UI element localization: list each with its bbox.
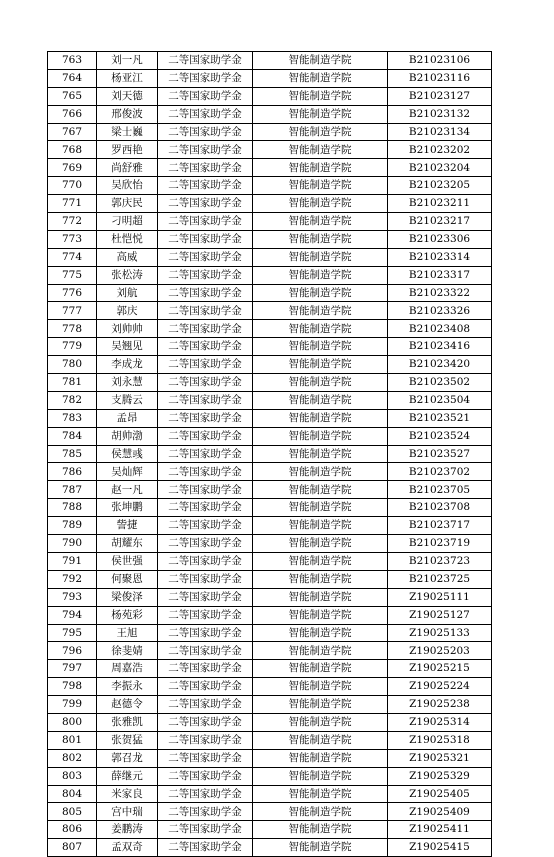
college-cell: 智能制造学院 <box>253 141 388 159</box>
award-type-cell: 二等国家助学金 <box>158 713 253 731</box>
award-type-cell: 二等国家助学金 <box>158 409 253 427</box>
student-id-cell: Z19025409 <box>388 803 492 821</box>
student-id-cell: B21023524 <box>388 427 492 445</box>
college-cell: 智能制造学院 <box>253 266 388 284</box>
row-number-cell: 773 <box>48 230 97 248</box>
award-type-cell: 二等国家助学金 <box>158 624 253 642</box>
student-name-cell: 吴翘见 <box>97 338 158 356</box>
table-row <box>48 141 492 159</box>
student-id-cell: B21023705 <box>388 481 492 499</box>
award-type-cell: 二等国家助学金 <box>158 821 253 839</box>
student-name-cell: 周嘉浩 <box>97 660 158 678</box>
row-number-cell: 781 <box>48 374 97 392</box>
row-number-cell: 780 <box>48 356 97 374</box>
award-type-cell: 二等国家助学金 <box>158 302 253 320</box>
college-cell: 智能制造学院 <box>253 230 388 248</box>
award-type-cell: 二等国家助学金 <box>158 445 253 463</box>
college-cell: 智能制造学院 <box>253 284 388 302</box>
college-cell: 智能制造学院 <box>253 302 388 320</box>
row-number-cell: 772 <box>48 213 97 231</box>
table-row <box>48 338 492 356</box>
student-name-cell: 刘帅帅 <box>97 320 158 338</box>
table-row <box>48 69 492 87</box>
student-name-cell: 郭庆民 <box>97 195 158 213</box>
student-id-cell: Z19025224 <box>388 678 492 696</box>
student-id-cell: B21023211 <box>388 195 492 213</box>
table-row <box>48 284 492 302</box>
student-id-cell: Z19025314 <box>388 713 492 731</box>
college-cell: 智能制造学院 <box>253 338 388 356</box>
table-row <box>48 606 492 624</box>
row-number-cell: 792 <box>48 570 97 588</box>
student-name-cell: 刘天德 <box>97 87 158 105</box>
student-name-cell: 侯慧彧 <box>97 445 158 463</box>
row-number-cell: 764 <box>48 69 97 87</box>
college-cell: 智能制造学院 <box>253 105 388 123</box>
college-cell: 智能制造学院 <box>253 606 388 624</box>
student-name-cell: 刁明超 <box>97 213 158 231</box>
student-name-cell: 赵德令 <box>97 696 158 714</box>
student-name-cell: 高威 <box>97 248 158 266</box>
college-cell: 智能制造学院 <box>253 463 388 481</box>
student-id-cell: B21023306 <box>388 230 492 248</box>
row-number-cell: 798 <box>48 678 97 696</box>
award-type-cell: 二等国家助学金 <box>158 177 253 195</box>
table-row <box>48 552 492 570</box>
row-number-cell: 793 <box>48 588 97 606</box>
row-number-cell: 791 <box>48 552 97 570</box>
student-id-cell: B21023106 <box>388 52 492 70</box>
student-name-cell: 张坤鹏 <box>97 499 158 517</box>
row-number-cell: 802 <box>48 749 97 767</box>
student-id-cell: B21023504 <box>388 391 492 409</box>
row-number-cell: 767 <box>48 123 97 141</box>
award-type-cell: 二等国家助学金 <box>158 839 253 857</box>
college-cell: 智能制造学院 <box>253 195 388 213</box>
row-number-cell: 804 <box>48 785 97 803</box>
row-number-cell: 797 <box>48 660 97 678</box>
table-row <box>48 642 492 660</box>
row-number-cell: 789 <box>48 517 97 535</box>
student-id-cell: B21023132 <box>388 105 492 123</box>
table-row <box>48 678 492 696</box>
college-cell: 智能制造学院 <box>253 374 388 392</box>
table-row <box>48 266 492 284</box>
student-name-cell: 刘永慧 <box>97 374 158 392</box>
college-cell: 智能制造学院 <box>253 552 388 570</box>
table-row <box>48 159 492 177</box>
college-cell: 智能制造学院 <box>253 391 388 409</box>
row-number-cell: 795 <box>48 624 97 642</box>
row-number-cell: 768 <box>48 141 97 159</box>
award-type-cell: 二等国家助学金 <box>158 696 253 714</box>
student-name-cell: 吴灿辉 <box>97 463 158 481</box>
award-type-cell: 二等国家助学金 <box>158 248 253 266</box>
student-id-cell: B21023416 <box>388 338 492 356</box>
award-type-cell: 二等国家助学金 <box>158 105 253 123</box>
row-number-cell: 763 <box>48 52 97 70</box>
row-number-cell: 766 <box>48 105 97 123</box>
student-name-cell: 徐斐婧 <box>97 642 158 660</box>
student-name-cell: 张松涛 <box>97 266 158 284</box>
row-number-cell: 786 <box>48 463 97 481</box>
award-type-cell: 二等国家助学金 <box>158 749 253 767</box>
row-number-cell: 788 <box>48 499 97 517</box>
student-id-cell: Z19025415 <box>388 839 492 857</box>
row-number-cell: 807 <box>48 839 97 857</box>
award-type-cell: 二等国家助学金 <box>158 642 253 660</box>
college-cell: 智能制造学院 <box>253 785 388 803</box>
table-row <box>48 445 492 463</box>
award-type-cell: 二等国家助学金 <box>158 606 253 624</box>
student-name-cell: 胡耀东 <box>97 535 158 553</box>
student-name-cell: 李振永 <box>97 678 158 696</box>
table-row <box>48 588 492 606</box>
college-cell: 智能制造学院 <box>253 248 388 266</box>
student-id-cell: Z19025111 <box>388 588 492 606</box>
row-number-cell: 803 <box>48 767 97 785</box>
table-row <box>48 535 492 553</box>
student-id-cell: Z19025215 <box>388 660 492 678</box>
student-name-cell: 杨苑彩 <box>97 606 158 624</box>
row-number-cell: 777 <box>48 302 97 320</box>
table-row <box>48 785 492 803</box>
student-name-cell: 郭召龙 <box>97 749 158 767</box>
student-name-cell: 王旭 <box>97 624 158 642</box>
college-cell: 智能制造学院 <box>253 660 388 678</box>
college-cell: 智能制造学院 <box>253 588 388 606</box>
college-cell: 智能制造学院 <box>253 159 388 177</box>
student-id-cell: B21023408 <box>388 320 492 338</box>
award-type-cell: 二等国家助学金 <box>158 678 253 696</box>
table-row <box>48 481 492 499</box>
award-type-cell: 二等国家助学金 <box>158 535 253 553</box>
table-row <box>48 177 492 195</box>
student-name-cell: 梁俊泽 <box>97 588 158 606</box>
college-cell: 智能制造学院 <box>253 123 388 141</box>
table-row <box>48 803 492 821</box>
student-name-cell: 何聚恩 <box>97 570 158 588</box>
table-row <box>48 213 492 231</box>
college-cell: 智能制造学院 <box>253 69 388 87</box>
student-id-cell: B21023204 <box>388 159 492 177</box>
student-name-cell: 孟昂 <box>97 409 158 427</box>
award-type-cell: 二等国家助学金 <box>158 499 253 517</box>
student-id-cell: B21023502 <box>388 374 492 392</box>
table-row <box>48 230 492 248</box>
college-cell: 智能制造学院 <box>253 821 388 839</box>
college-cell: 智能制造学院 <box>253 87 388 105</box>
student-id-cell: B21023420 <box>388 356 492 374</box>
student-id-cell: B21023521 <box>388 409 492 427</box>
student-name-cell: 李成龙 <box>97 356 158 374</box>
award-type-cell: 二等国家助学金 <box>158 803 253 821</box>
student-name-cell: 张雅凯 <box>97 713 158 731</box>
table-row <box>48 749 492 767</box>
award-type-cell: 二等国家助学金 <box>158 785 253 803</box>
college-cell: 智能制造学院 <box>253 177 388 195</box>
college-cell: 智能制造学院 <box>253 427 388 445</box>
award-type-cell: 二等国家助学金 <box>158 338 253 356</box>
table-row <box>48 391 492 409</box>
table-row <box>48 839 492 857</box>
row-number-cell: 794 <box>48 606 97 624</box>
table-row <box>48 302 492 320</box>
table-row <box>48 105 492 123</box>
college-cell: 智能制造学院 <box>253 409 388 427</box>
student-name-cell: 支腾云 <box>97 391 158 409</box>
college-cell: 智能制造学院 <box>253 517 388 535</box>
student-id-cell: Z19025203 <box>388 642 492 660</box>
student-id-cell: B21023719 <box>388 535 492 553</box>
student-id-cell: B21023322 <box>388 284 492 302</box>
row-number-cell: 779 <box>48 338 97 356</box>
student-id-cell: Z19025318 <box>388 731 492 749</box>
student-name-cell: 胡帅渤 <box>97 427 158 445</box>
award-type-cell: 二等国家助学金 <box>158 284 253 302</box>
student-id-cell: B21023317 <box>388 266 492 284</box>
table-row <box>48 660 492 678</box>
table-row <box>48 713 492 731</box>
college-cell: 智能制造学院 <box>253 570 388 588</box>
student-id-cell: Z19025238 <box>388 696 492 714</box>
student-id-cell: B21023134 <box>388 123 492 141</box>
row-number-cell: 806 <box>48 821 97 839</box>
row-number-cell: 782 <box>48 391 97 409</box>
college-cell: 智能制造学院 <box>253 696 388 714</box>
table-row <box>48 409 492 427</box>
college-cell: 智能制造学院 <box>253 767 388 785</box>
grant-recipients-table <box>47 51 492 857</box>
row-number-cell: 790 <box>48 535 97 553</box>
row-number-cell: 787 <box>48 481 97 499</box>
row-number-cell: 805 <box>48 803 97 821</box>
award-type-cell: 二等国家助学金 <box>158 463 253 481</box>
student-id-cell: B21023723 <box>388 552 492 570</box>
student-id-cell: B21023717 <box>388 517 492 535</box>
row-number-cell: 778 <box>48 320 97 338</box>
college-cell: 智能制造学院 <box>253 320 388 338</box>
row-number-cell: 796 <box>48 642 97 660</box>
table-row <box>48 248 492 266</box>
table-row <box>48 52 492 70</box>
college-cell: 智能制造学院 <box>253 642 388 660</box>
student-id-cell: Z19025405 <box>388 785 492 803</box>
award-type-cell: 二等国家助学金 <box>158 123 253 141</box>
student-name-cell: 刘一凡 <box>97 52 158 70</box>
student-name-cell: 刘航 <box>97 284 158 302</box>
student-name-cell: 张贺猛 <box>97 731 158 749</box>
award-type-cell: 二等国家助学金 <box>158 731 253 749</box>
college-cell: 智能制造学院 <box>253 52 388 70</box>
college-cell: 智能制造学院 <box>253 356 388 374</box>
award-type-cell: 二等国家助学金 <box>158 69 253 87</box>
row-number-cell: 801 <box>48 731 97 749</box>
student-name-cell: 邢俊波 <box>97 105 158 123</box>
student-id-cell: Z19025133 <box>388 624 492 642</box>
student-name-cell: 宫中瑞 <box>97 803 158 821</box>
student-name-cell: 郭庆 <box>97 302 158 320</box>
award-type-cell: 二等国家助学金 <box>158 52 253 70</box>
row-number-cell: 770 <box>48 177 97 195</box>
student-id-cell: B21023202 <box>388 141 492 159</box>
table-body <box>48 52 492 857</box>
award-type-cell: 二等国家助学金 <box>158 356 253 374</box>
table-row <box>48 195 492 213</box>
student-id-cell: B21023127 <box>388 87 492 105</box>
student-name-cell: 杜恺悦 <box>97 230 158 248</box>
table-row <box>48 356 492 374</box>
college-cell: 智能制造学院 <box>253 713 388 731</box>
student-id-cell: B21023708 <box>388 499 492 517</box>
student-id-cell: Z19025411 <box>388 821 492 839</box>
college-cell: 智能制造学院 <box>253 481 388 499</box>
award-type-cell: 二等国家助学金 <box>158 195 253 213</box>
table-row <box>48 517 492 535</box>
table-row <box>48 696 492 714</box>
row-number-cell: 785 <box>48 445 97 463</box>
award-type-cell: 二等国家助学金 <box>158 374 253 392</box>
award-type-cell: 二等国家助学金 <box>158 266 253 284</box>
award-type-cell: 二等国家助学金 <box>158 481 253 499</box>
award-type-cell: 二等国家助学金 <box>158 570 253 588</box>
student-id-cell: Z19025127 <box>388 606 492 624</box>
table-row <box>48 821 492 839</box>
student-id-cell: Z19025321 <box>388 749 492 767</box>
table-row <box>48 570 492 588</box>
table-row <box>48 463 492 481</box>
college-cell: 智能制造学院 <box>253 839 388 857</box>
college-cell: 智能制造学院 <box>253 731 388 749</box>
award-type-cell: 二等国家助学金 <box>158 517 253 535</box>
row-number-cell: 800 <box>48 713 97 731</box>
table-row <box>48 320 492 338</box>
student-id-cell: B21023116 <box>388 69 492 87</box>
student-id-cell: B21023725 <box>388 570 492 588</box>
table-row <box>48 731 492 749</box>
award-type-cell: 二等国家助学金 <box>158 391 253 409</box>
college-cell: 智能制造学院 <box>253 678 388 696</box>
table-row <box>48 123 492 141</box>
college-cell: 智能制造学院 <box>253 749 388 767</box>
table-row <box>48 87 492 105</box>
college-cell: 智能制造学院 <box>253 803 388 821</box>
student-name-cell: 米家良 <box>97 785 158 803</box>
student-name-cell: 姜鹏涛 <box>97 821 158 839</box>
student-name-cell: 訾捷 <box>97 517 158 535</box>
row-number-cell: 771 <box>48 195 97 213</box>
row-number-cell: 776 <box>48 284 97 302</box>
student-id-cell: B21023702 <box>388 463 492 481</box>
student-name-cell: 杨亚江 <box>97 69 158 87</box>
student-id-cell: B21023326 <box>388 302 492 320</box>
award-type-cell: 二等国家助学金 <box>158 660 253 678</box>
award-type-cell: 二等国家助学金 <box>158 427 253 445</box>
student-name-cell: 梁士巍 <box>97 123 158 141</box>
student-name-cell: 尚舒雅 <box>97 159 158 177</box>
row-number-cell: 775 <box>48 266 97 284</box>
student-name-cell: 吴欣怡 <box>97 177 158 195</box>
student-id-cell: B21023314 <box>388 248 492 266</box>
student-id-cell: Z19025329 <box>388 767 492 785</box>
row-number-cell: 769 <box>48 159 97 177</box>
student-name-cell: 赵一凡 <box>97 481 158 499</box>
row-number-cell: 799 <box>48 696 97 714</box>
college-cell: 智能制造学院 <box>253 445 388 463</box>
award-type-cell: 二等国家助学金 <box>158 159 253 177</box>
award-type-cell: 二等国家助学金 <box>158 213 253 231</box>
student-name-cell: 罗西艳 <box>97 141 158 159</box>
row-number-cell: 774 <box>48 248 97 266</box>
table-row <box>48 767 492 785</box>
college-cell: 智能制造学院 <box>253 213 388 231</box>
college-cell: 智能制造学院 <box>253 535 388 553</box>
student-id-cell: B21023205 <box>388 177 492 195</box>
table-row <box>48 427 492 445</box>
award-type-cell: 二等国家助学金 <box>158 767 253 785</box>
award-type-cell: 二等国家助学金 <box>158 552 253 570</box>
college-cell: 智能制造学院 <box>253 499 388 517</box>
award-type-cell: 二等国家助学金 <box>158 87 253 105</box>
student-id-cell: B21023527 <box>388 445 492 463</box>
student-id-cell: B21023217 <box>388 213 492 231</box>
row-number-cell: 784 <box>48 427 97 445</box>
award-type-cell: 二等国家助学金 <box>158 141 253 159</box>
college-cell: 智能制造学院 <box>253 624 388 642</box>
table-row <box>48 374 492 392</box>
student-name-cell: 孟双奇 <box>97 839 158 857</box>
row-number-cell: 765 <box>48 87 97 105</box>
table-row <box>48 624 492 642</box>
award-type-cell: 二等国家助学金 <box>158 320 253 338</box>
student-name-cell: 薛继元 <box>97 767 158 785</box>
award-type-cell: 二等国家助学金 <box>158 588 253 606</box>
row-number-cell: 783 <box>48 409 97 427</box>
table-row <box>48 499 492 517</box>
student-name-cell: 侯世强 <box>97 552 158 570</box>
award-type-cell: 二等国家助学金 <box>158 230 253 248</box>
